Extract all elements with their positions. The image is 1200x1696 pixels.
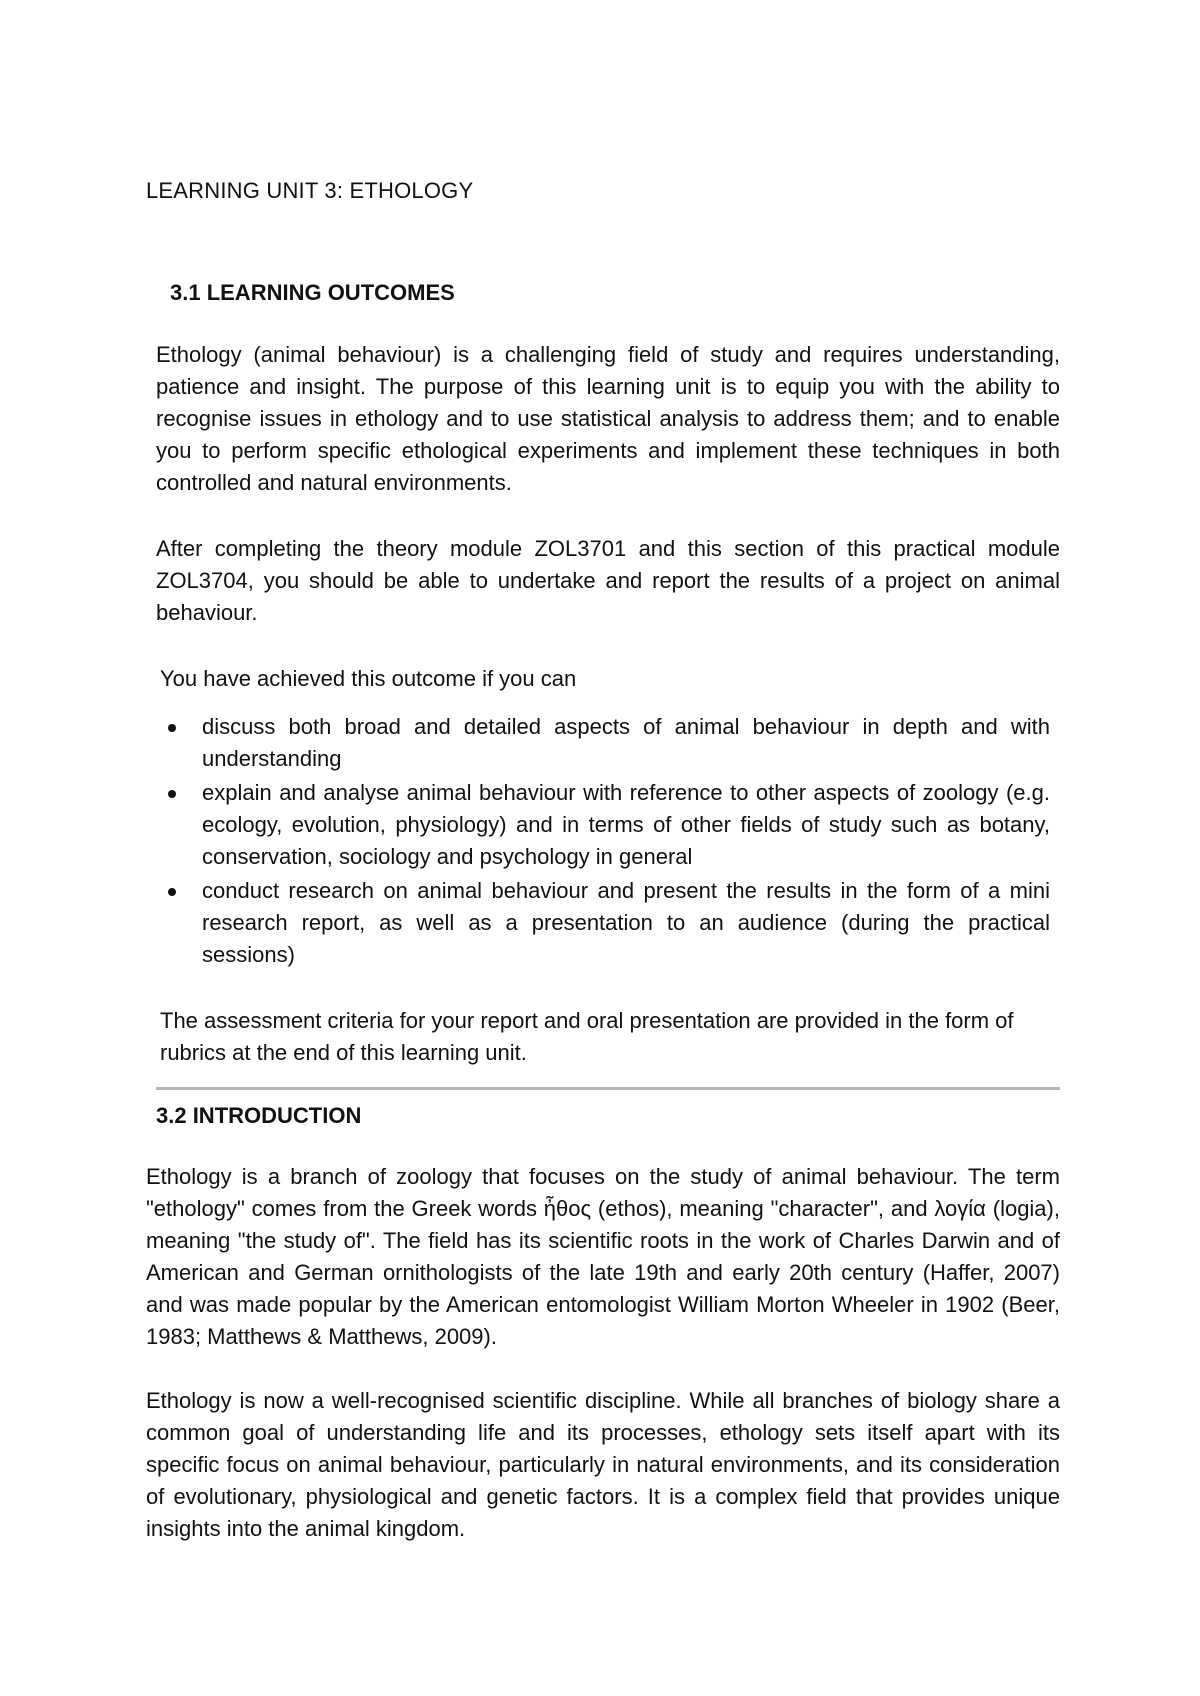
introduction-paragraph-origins: Ethology is a branch of zoology that focuses on the study of animal behaviour. The term "ethology" comes from the Greek words ἦθος (ethos), meaning "character", and λογία (logia), meaning "the study of". The field has its scientific roots in the work of Charles Darwin and of American and German ornithologists of the late 19th and early 20th century (Haffer, 2007) and was made popular by the American entomologist William Morton Wheeler in 1902 (Beer, 1983; Matthews & Matthews, 2009).: [146, 1164, 1060, 1349]
outcomes-bullet-list: [160, 711, 1050, 973]
list-item-text: conduct research on animal behaviour and present the results in the form of a mini research report, as well as a presentation to an audience (during the practical sessions): [202, 878, 1050, 967]
section-heading-learning-outcomes: 3.1 LEARNING OUTCOMES: [170, 280, 455, 305]
list-item-text: discuss both broad and detailed aspects of animal behaviour in depth and with understanding: [202, 714, 1050, 771]
list-item: [160, 777, 1050, 873]
outcomes-paragraph-modules: After completing the theory module ZOL3701 and this section of this practical module ZOL3704, you should be able to undertake and report the results of a project on animal behaviour.: [156, 536, 1060, 625]
outcomes-paragraph-purpose: Ethology (animal behaviour) is a challenging field of study and requires understanding, patience and insight. The purpose of this learning unit is to equip you with the ability to recognise issues in ethology and to use statistical analysis to address them; and to enable you to perform specific ethological experiments and implement these techniques in both controlled and natural environments.: [156, 342, 1060, 495]
list-item-text: explain and analyse animal behaviour with reference to other aspects of zoology (e.g. ecology, evolution, physiology) and in terms of other fields of study such as botany, conservation, sociology and psychology in general: [202, 780, 1050, 869]
list-item: [160, 711, 1050, 775]
list-item: [160, 875, 1050, 971]
bullet-icon: [168, 790, 176, 798]
introduction-paragraph-discipline: Ethology is now a well-recognised scientific discipline. While all branches of biology share a common goal of understanding life and its processes, ethology sets itself apart with its specific focus on animal behaviour, particularly in natural environments, and its consideration of evolutionary, physiological and genetic factors. It is a complex field that provides unique insights into the animal kingdom.: [146, 1388, 1060, 1541]
outcomes-lead-in: You have achieved this outcome if you can: [160, 666, 577, 691]
outcomes-assessment-note: The assessment criteria for your report and oral presentation are provided in the form of rubrics at the end of this learning unit.: [160, 1008, 1014, 1065]
bullet-icon: [168, 724, 176, 732]
section-heading-introduction: 3.2 INTRODUCTION: [156, 1103, 362, 1128]
bullet-icon: [168, 888, 176, 896]
section-divider: [156, 1087, 1060, 1090]
document-title: LEARNING UNIT 3: ETHOLOGY: [146, 178, 474, 203]
